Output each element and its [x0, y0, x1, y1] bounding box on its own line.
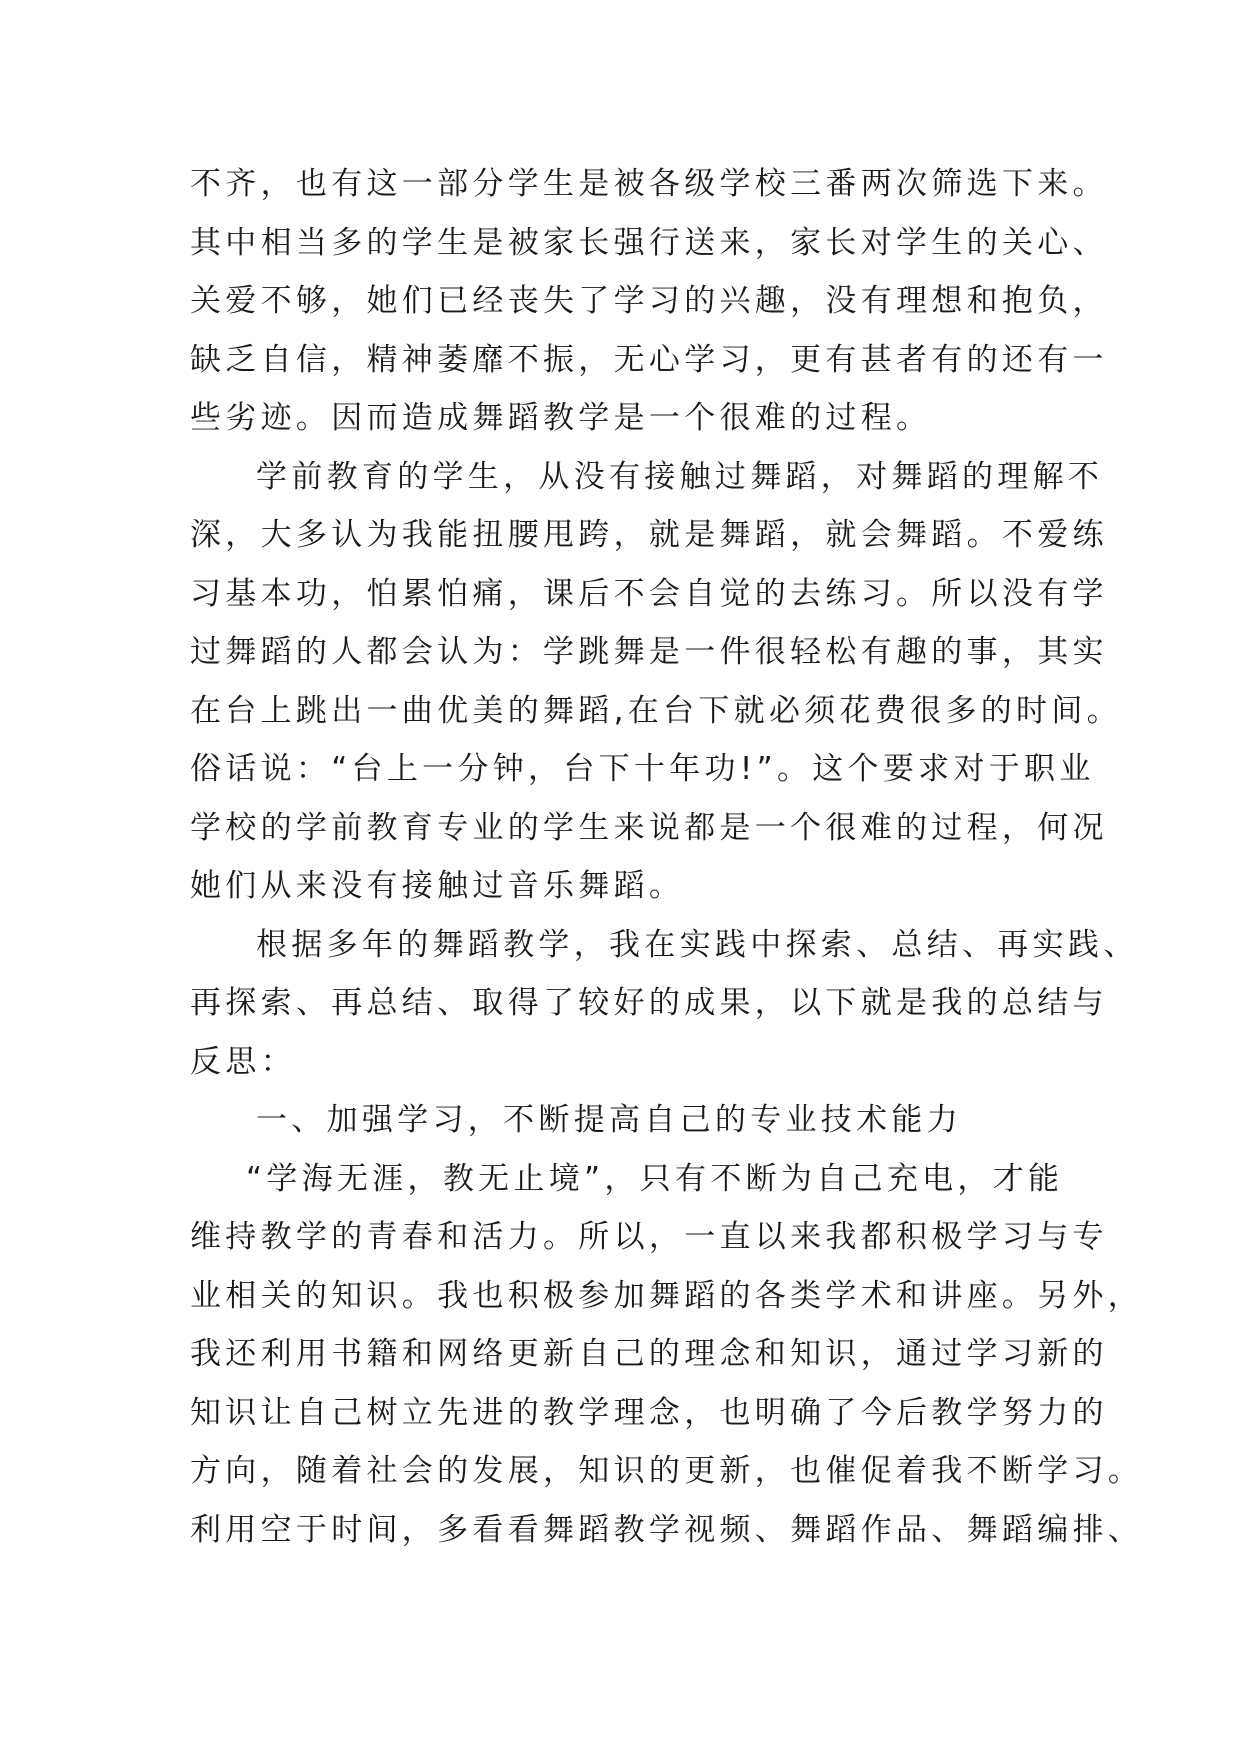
text-line: 缺乏自信，精神萎靡不振，无心学习，更有甚者有的还有一 [190, 341, 1108, 378]
text-line: 我还利用书籍和网络更新自己的理念和知识，通过学习新的 [190, 1336, 1108, 1372]
text-line: 利用空于时间，多看看舞蹈教学视频、舞蹈作品、舞蹈编排、 [190, 1511, 1144, 1548]
text-line: 过舞蹈的人都会认为：学跳舞是一件很轻松有趣的事，其实 [190, 634, 1108, 670]
paragraph-first-line: 根据多年的舞蹈教学，我在实践中探索、总结、再实践、 [256, 926, 1139, 963]
text-line: 不齐，也有这一部分学生是被各级学校三番两次筛选下来。 [190, 166, 1108, 202]
paragraph-first-line: “学海无涯，教无止境”，只有不断为自己充电，才能 [246, 1160, 1064, 1197]
text-line: 关爱不够，她们已经丧失了学习的兴趣，没有理想和抱负， [190, 283, 1108, 319]
text-line: 习基本功，怕累怕痛，课后不会自觉的去练习。所以没有学 [190, 575, 1108, 612]
text-line: 她们从来没有接触过音乐舞蹈。 [190, 868, 685, 904]
text-line: 些劣迹。因而造成舞蹈教学是一个很难的过程。 [190, 400, 932, 436]
text-line: 深，大多认为我能扭腰甩跨，就是舞蹈，就会舞蹈。不爱练 [190, 517, 1108, 553]
text-line: 俗话说：“台上一分钟，台下十年功!”。这个要求对于职业 [190, 751, 1095, 787]
text-line: 维持教学的青春和活力。所以，一直以来我都积极学习与专 [190, 1219, 1108, 1255]
body-text [190, 155, 1144, 1559]
section-heading: 一、加强学习，不断提高自己的专业技术能力 [256, 1102, 962, 1138]
text-line: 学校的学前教育专业的学生来说都是一个很难的过程，何况 [190, 809, 1108, 846]
text-line: 知识让自己树立先进的教学理念，也明确了今后教学努力的 [190, 1394, 1108, 1431]
text-line: 方向，随着社会的发展，知识的更新，也催促着我不断学习。 [190, 1453, 1144, 1489]
text-line: 再探索、再总结、取得了较好的成果，以下就是我的总结与 [190, 985, 1108, 1021]
text-line: 反思： [190, 1043, 296, 1080]
paragraph-first-line: 学前教育的学生，从没有接触过舞蹈，对舞蹈的理解不 [256, 458, 1104, 495]
text-line: 其中相当多的学生是被家长强行送来，家长对学生的关心、 [190, 224, 1108, 261]
text-line: 业相关的知识。我也积极参加舞蹈的各类学术和讲座。另外， [190, 1277, 1144, 1314]
text-line: 在台上跳出一曲优美的舞蹈,在台下就必须花费很多的时间。 [190, 692, 1122, 729]
